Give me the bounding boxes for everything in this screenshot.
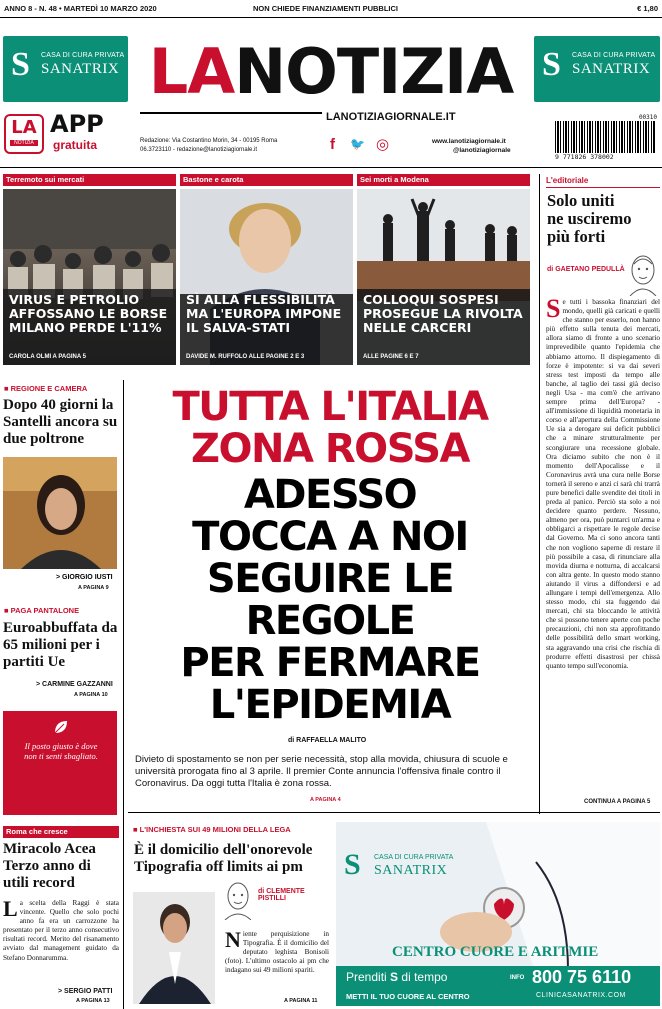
editorial-title[interactable]: Solo uniti ne usciremo più forti: [547, 191, 632, 246]
main-headline-black-line1: ADESSO: [243, 472, 417, 518]
left-story3-title[interactable]: Miracolo Acea Terzo anno di utili record: [3, 841, 96, 891]
instagram-icon[interactable]: ◎: [376, 136, 390, 153]
app-logo[interactable]: [4, 114, 44, 154]
twitter-icon[interactable]: 🐦: [350, 137, 365, 151]
portrait-image: [180, 189, 353, 365]
sanatrix-name: SANATRIX: [572, 61, 651, 77]
photo-bonisoli[interactable]: [133, 892, 215, 1004]
main-headline-black-line2: TOCCA A NOI: [192, 514, 468, 560]
app-logo-sub: NOTIZIA: [10, 140, 38, 146]
sanatrix-bottom-bar: [336, 966, 660, 1006]
left-story2-page[interactable]: A PAGINA 10: [74, 692, 108, 698]
sanatrix-phone[interactable]: 800 75 6110: [532, 967, 632, 987]
editorial-text: e tutti i bassoka finanziari del mondo, quelli già caricati e quelli che stanno per esserlo, non hanno più effetto sulla tenuta dei mercati, allora siamo di fronte a uno scenario imprevedibile quanto l'epidemia che abbiamo attorno. Il dispiegamento di forze è impotente: si va dai severi stress test imposti da tempo alle banche, al taglio dei tassi già deciso negli Usa - ma com'è che arrivano sempre prima dell'Europa? - all'immissione di liquidità monetaria in corso e all'apertura della Commissione Ue sia a derogare sui deficit pubblici che a minare strutturalmente per scongiurare una recessione globale. Ora diciamo subito che non è il momento dell'Apocalisse e il Coronavirus avrà una cura nelle Borse tornerà il sereno e anzi ci sarà chi trarrà pure benefici dalle svendite dei titoli in preda al panico. Perciò sta solo a noi decidere quanto perdere. Nessuno, almeno per ora, può puntarci un'arma e obbligarci a rispettare le regole decise dal Governo. Ma ci sono ancora tanti che non vogliono saperne di restare il più possibile a casa, di rinunciare alla movida diurna e notturna, di accalcarsi con altra gente. In questo modo stanno aiutando il virus a diffondersi e ad allungare i tempi dell'emergenza. Allo stesso modo, chi sta fuggendo dai mercati, chi sta bloccando le attività che si possono tenere aperte con poche precauzioni, chi non sta approfittando delle possibilità dello smart working, sta aggravando una crisi che rischia di produrre effetti disastrosi per chissà quanto tempo sull'economia.: [546, 298, 660, 670]
leaf-icon: [53, 719, 69, 735]
heart-logo-icon: S: [390, 970, 399, 984]
story-tag-markets: Terremoto sui mercati: [3, 174, 176, 186]
editorial-divider: [539, 174, 540, 814]
sanatrix-info: INFO: [510, 975, 525, 981]
masthead[interactable]: [140, 30, 522, 114]
main-headline-black-line3: SEGUIRE LE REGOLE: [206, 556, 454, 644]
left-story3-tag: Roma che cresce: [3, 826, 119, 838]
masthead-site[interactable]: LANOTIZIAGIORNALE.IT: [326, 111, 456, 123]
sanatrix-ad-left[interactable]: [3, 36, 128, 102]
inchiesta-text: iente perquisizione in Tipografia. È il domicilio del deputato leghista Bonisoli (foto). L'ultimo ostacolo ai pm che indagano sui 49 milioni spariti.: [225, 930, 329, 975]
left-story2-tag: ■ PAGA PANTALONE: [4, 606, 80, 615]
header-divider: [0, 167, 662, 168]
issue-info: ANNO 8 - N. 48 • MARTEDÌ 10 MARZO 2020: [4, 4, 157, 13]
inchiesta-dropcap: N: [225, 930, 241, 952]
main-byline: di RAFFAELLA MALITO: [288, 737, 367, 744]
sanatrix-site[interactable]: CLINICASANATRIX.COM: [536, 992, 626, 999]
left-story3-dropcap: L: [3, 899, 18, 921]
sanatrix-ad-right[interactable]: [534, 36, 660, 102]
inchiesta-page[interactable]: A PAGINA 11: [284, 998, 318, 1004]
main-headline-red[interactable]: [130, 386, 530, 470]
photo-stock-exchange[interactable]: [3, 189, 176, 365]
story-headline-markets[interactable]: VIRUS E PETROLIO AFFOSSANO LE BORSE MILANO PERDE L'11%: [9, 292, 168, 335]
inchiesta-title[interactable]: È il domicilio dell'onorevole Tipografia off limits ai pm: [134, 842, 313, 875]
main-headline-red-line1: TUTTA L'ITALIA: [172, 384, 488, 430]
story-foot-markets: CAROLA OLMI A PAGINA 5: [9, 354, 86, 360]
photo-von-der-leyen[interactable]: [180, 189, 353, 365]
sanatrix-casa: CASA DI CURA PRIVATA: [41, 52, 125, 59]
sanatrix-logo-icon: S: [11, 46, 30, 83]
top-bar: [0, 0, 662, 18]
trading-floor-image: [3, 189, 176, 365]
barcode: [553, 114, 659, 162]
barcode-top: 00310: [638, 114, 657, 121]
story-headline-prisons[interactable]: COLLOQUI SOSPESI PROSEGUE LA RIVOLTA NELLE CARCERI: [363, 292, 523, 335]
inchiesta-tag-text: L'INCHIESTA SUI 49 MILIONI DELLA LEGA: [139, 825, 291, 834]
redazione-address: Redazione: Via Costantino Morin, 34 - 00195 Roma: [140, 138, 278, 144]
inchiesta-byline: [258, 888, 328, 902]
left-story2-tag-text: PAGA PANTALONE: [10, 606, 80, 615]
red-ad-text: Il posto giusto è dove non ti senti sbagliato.: [24, 741, 98, 761]
rooftop-image: [357, 189, 530, 365]
left-story1-tag: ■ REGIONE E CAMERA: [4, 384, 88, 393]
inchiesta-body: [225, 930, 329, 990]
sanatrix-casa: CASA DI CURA PRIVATA: [572, 52, 656, 59]
story-tag-europe: Bastone e carota: [180, 174, 353, 186]
price: € 1,80: [637, 4, 658, 13]
di-tempo-text: di tempo: [401, 970, 448, 984]
story-tag-prisons: Sei morti a Modena: [357, 174, 530, 186]
inchiesta-author: CLEMENTE PISTILLI: [258, 888, 305, 902]
story-headline-europe[interactable]: SÌ ALLA FLESSIBILITÀ MA L'EUROPA IMPONE IL SALVA-STATI: [186, 292, 342, 335]
editorial-tag: L'editoriale: [546, 176, 660, 188]
editorial-by: di: [547, 266, 554, 273]
sanatrix-bottom-logo-icon: S: [344, 848, 361, 881]
editorial-author: GAETANO PEDULLÀ: [555, 266, 625, 273]
inchiesta-tag: ■ L'INCHIESTA SUI 49 MILIONI DELLA LEGA: [133, 825, 291, 834]
left-story1-tag-text: REGIONE E CAMERA: [10, 384, 88, 393]
sanatrix-bottom-casa: CASA DI CURA PRIVATA: [374, 854, 454, 861]
social-handle[interactable]: @lanotiziagiornale: [453, 147, 511, 154]
left-story3-text: a scelta della Raggi è stata vincente. Quello che solo pochi anno fa era un carrozzone ha presentato per il terzo anno consecutivo risultati record. Merito del risanamento avviato dal management guidato da Stefano Donnarumma.: [3, 899, 119, 962]
inchiesta-by: di: [258, 888, 265, 895]
inchiesta-author-sketch-icon: [222, 880, 254, 920]
barcode-number: 9 771826 378002: [555, 153, 614, 161]
story-foot-europe: DAVIDE M. RUFFOLO ALLE PAGINE 2 E 3: [186, 354, 305, 360]
editorial-body: [546, 298, 660, 788]
left-story1-author: > GIORGIO IUSTI: [56, 574, 113, 581]
main-headline-red-line2: ZONA ROSSA: [191, 426, 469, 472]
editorial-continue[interactable]: CONTINUA A PAGINA 5: [584, 799, 651, 805]
sanatrix-bottom-ad[interactable]: [336, 822, 660, 1006]
photo-santelli[interactable]: [3, 457, 117, 569]
social-url[interactable]: www.lanotiziagiornale.it: [432, 138, 506, 145]
left-story2-author: > CARMINE GAZZANNI: [36, 681, 113, 688]
sanatrix-bottom-name: SANATRIX: [374, 863, 448, 878]
sanatrix-centro: CENTRO CUORE E ARITMIE: [392, 944, 599, 960]
editorial-byline: [547, 266, 627, 273]
masthead-la: LA: [148, 35, 235, 108]
slogan: NON CHIEDE FINANZIAMENTI PUBBLICI: [253, 4, 398, 13]
main-summary: Divieto di spostamento se non per serie necessità, stop alla movida, chiusura di scuole e università prorogata fino al 3 aprile. Il premier Conte annuncia l'offensiva finale contro il Coronavirus. Da oggi tutta l'Italia è zona rossa.: [135, 754, 508, 789]
sanatrix-logo-icon: S: [542, 46, 561, 83]
sanatrix-name: SANATRIX: [41, 61, 120, 77]
left-story1-page[interactable]: A PAGINA 9: [78, 585, 109, 591]
left-story3-author: > SERGIO PATTI: [58, 988, 113, 995]
bottom-divider: [128, 812, 660, 813]
main-headline-black[interactable]: [130, 474, 530, 726]
sanatrix-metti: METTI IL TUO CUORE AL CENTRO: [346, 992, 470, 1001]
top-divider: [0, 17, 662, 18]
left-story3-page[interactable]: A PAGINA 13: [76, 998, 110, 1004]
barcode-bars: [555, 121, 655, 153]
left-col-divider: [123, 380, 124, 1009]
editorial-dropcap: S: [546, 298, 561, 323]
left-story1-title[interactable]: Dopo 40 giorni la Santelli ancora su due poltrone: [3, 397, 118, 447]
red-ad-box[interactable]: [3, 711, 117, 815]
santelli-portrait-image: [3, 457, 117, 569]
app-label: APP: [50, 110, 104, 138]
main-page[interactable]: A PAGINA 4: [310, 797, 341, 803]
left-story2-title[interactable]: Euroabbuffata da 65 milioni per i partiti Ue: [3, 620, 118, 670]
app-logo-text: LA: [11, 117, 37, 138]
masthead-notizia: NOTIZIA: [234, 35, 514, 108]
facebook-icon[interactable]: f: [330, 136, 335, 153]
redazione-contacts: 06.3723110 - redazione@lanotiziagiornale.it: [140, 147, 258, 153]
bonisoli-portrait-image: [133, 892, 215, 1004]
story-foot-prisons: ALLE PAGINE 6 E 7: [363, 354, 419, 360]
prenditi-text: Prenditi: [346, 970, 387, 984]
app-gratuita: gratuita: [53, 138, 98, 152]
main-headline-black-line4: PER FERMARE: [180, 640, 480, 686]
left-story3-body: [3, 899, 119, 979]
photo-prison-riot[interactable]: [357, 189, 530, 365]
main-headline-black-line5: L'EPIDEMIA: [209, 682, 451, 728]
author-sketch-icon: [626, 252, 660, 296]
sanatrix-prenditi: [346, 970, 447, 984]
